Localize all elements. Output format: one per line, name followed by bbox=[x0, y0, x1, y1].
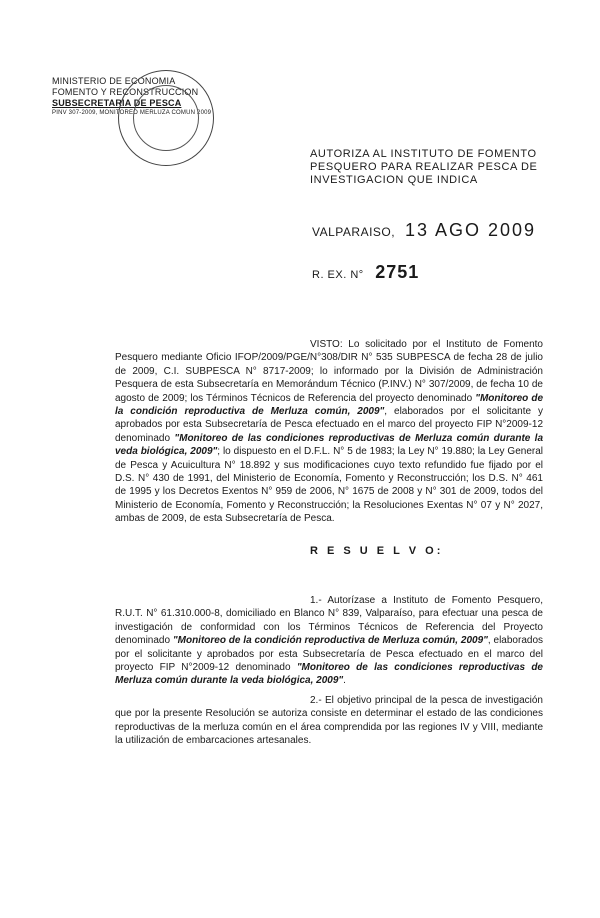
date-place: VALPARAISO, bbox=[312, 225, 396, 239]
ministry-subline: FOMENTO Y RECONSTRUCCION bbox=[52, 87, 199, 97]
undersecretariat-line: SUBSECRETARIA DE PESCA bbox=[52, 98, 182, 108]
visto-project-name: "Monitoreo de la condición reproductiva de Merluza común, 2009" bbox=[115, 392, 544, 418]
article-1-text-1: 1.- Autorízase a Instituto de Fomento Pesquero, R.U.T. N° 61.310.000-8, domiciliado en Blanco N° 839, Valparaíso, para efectuar una pesca de investigación de conformidad con los Términos Técnicos de Referencia del Proyecto denominado bbox=[115, 595, 543, 647]
date-stamp: 13 AGO 2009 bbox=[404, 220, 537, 240]
document-title: AUTORIZA AL INSTITUTO DE FOMENTO PESQUERO PARA REALIZAR PESCA DE INVESTIGACION QUE INDICA bbox=[310, 148, 538, 186]
date-line bbox=[312, 220, 536, 241]
stamp-inner-ring bbox=[133, 85, 199, 151]
ministry-line: MINISTERIO DE ECONOMIA bbox=[52, 76, 176, 86]
visto-fip-project-name: "Monitoreo de las condiciones reproductivas de Merluza común durante la veda biológica, 2009" bbox=[115, 432, 544, 458]
resolution-number-line bbox=[312, 262, 419, 283]
article-1-project-name: "Monitoreo de la condición reproductiva de Merluza común, 2009" bbox=[172, 635, 488, 647]
visto-text-1: VISTO: Lo solicitado por el Instituto de Fomento Pesquero mediante Oficio IFOP/2009/PGE/N°308/DIR N° 535 SUBPESCA de fecha 28 de julio de 2009, C.I. SUBPESCA N° 8717-2009; lo informado por la División de Administración Pesquera de esta Subsecretaría en Memorándum Técnico (P.INV.) N° 307/2009, de fecha 10 de agosto de 2009; los Términos Técnicos de Referencia del proyecto denominado bbox=[115, 339, 543, 404]
visto-paragraph bbox=[115, 338, 543, 526]
visto-text-2: , elaborados por el solicitante y aprobados por esta Subsecretaría de Pesca efectuado en el marco del proyecto FIP N°2009-12 denominado bbox=[115, 406, 543, 444]
file-reference: PINV 307-2009, MONITOREO MERLUZA COMUN 2009 bbox=[52, 110, 212, 116]
article-2-text: 2.- El objetivo principal de la pesca de investigación que por la presente Resolución se autoriza consiste en determinar el estado de las condiciones reproductivas de la merluza común en el área comprendida por las regiones IV y VIII, mediante la utilización de embarcaciones artesanales. bbox=[115, 695, 543, 747]
visto-text-3: ; lo dispuesto en el D.F.L. N° 5 de 1983; la Ley N° 19.880; la Ley General de Pesca y Acuicultura N° 18.892 y sus modificaciones cuyo texto refundido fue fijado por el D.S. N° 430 de 1991, del Ministerio de Economía, Fomento y Reconstrucción; los D.S. N° 461 de 1995 y los Decretos Exentos N° 959 de 2006, N° 1675 de 2008 y N° 301 de 2009, todos del Ministerio de Economía, Fomento y Reconstrucción; la Resoluciones Exentas N° 07 y N° 2027, ambas de 2009, de esta Subsecretaría de Pesca. bbox=[115, 446, 544, 525]
official-stamp bbox=[118, 70, 214, 166]
resuelvo-heading: R E S U E L V O: bbox=[310, 545, 444, 557]
resolution-number: 2751 bbox=[375, 262, 420, 282]
article-1-text-2: , elaborados por el solicitante y aprobados por esta Subsecretaría de Pesca efectuado en el marco del proyecto FIP N°2009-12 denominado bbox=[115, 635, 544, 674]
article-1-text-3: . bbox=[343, 675, 346, 687]
article-1-fip-project-name: "Monitoreo de las condiciones reproductivas de Merluza común durante la veda biológica, 2009" bbox=[115, 662, 543, 687]
article-1 bbox=[115, 594, 543, 688]
resolution-label: R. EX. N° bbox=[312, 269, 364, 281]
article-2 bbox=[115, 694, 543, 748]
